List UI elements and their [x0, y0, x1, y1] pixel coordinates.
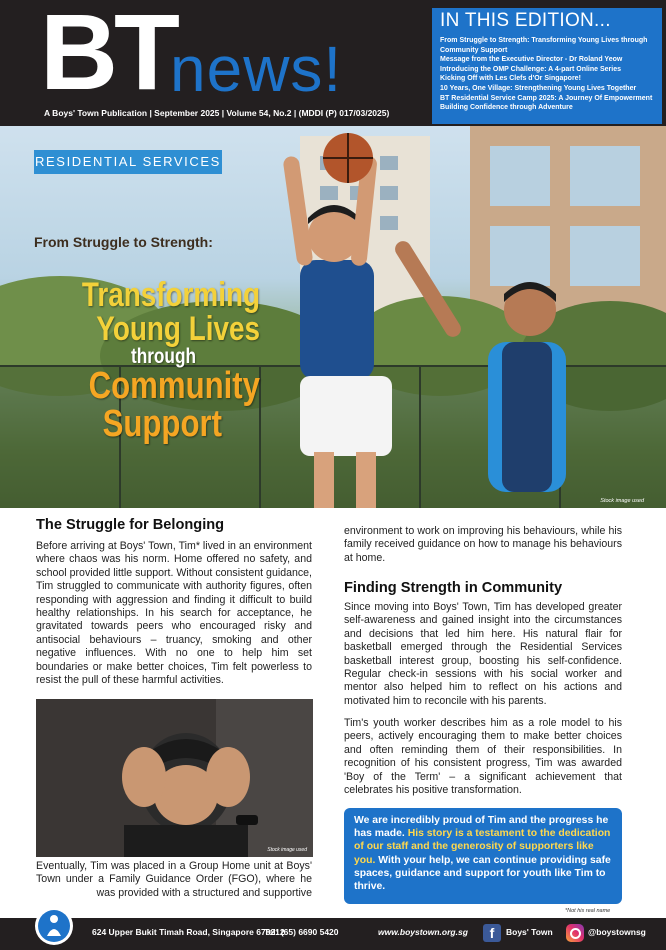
hero-title-line: Community: [88, 365, 260, 407]
footnote: *Not his real name: [565, 908, 611, 914]
footer-website-link[interactable]: www.boystown.org.sg: [378, 927, 468, 937]
in-this-edition-panel: [432, 8, 662, 124]
article-paragraph: [344, 717, 622, 797]
hero-photo: [0, 126, 666, 508]
edition-item[interactable]: BT Residential Service Camp 2025: A Journey Of Empowerment Building Confidence through Adventure: [440, 94, 653, 112]
paragraph-text: environment to work on improving his behaviours, while his family received guidance on how to manage his behaviours at home.: [344, 525, 622, 564]
facebook-icon[interactable]: f: [483, 924, 501, 942]
instagram-icon[interactable]: [566, 924, 584, 942]
boys-town-crest-icon: [34, 904, 74, 948]
hero-subtitle: From Struggle to Strength:: [34, 234, 213, 250]
callout-text: [344, 808, 622, 893]
edition-list: [440, 36, 662, 113]
hero-title-line: Transforming: [81, 276, 260, 314]
paragraph-text: Since moving into Boys' Town, Tim has developed greater self-awareness and gained insight into the circumstances and decisions that led him here. His natural flair for basketball emerged through the Residential Services basketball interest group, boosting his self-confidence. Regular check-in sessions with his social worker and mentor also helped him to reflect on his actions and motivated him to reconcile with his parents.: [344, 601, 622, 707]
edition-item[interactable]: From Struggle to Strength: Transforming Young Lives through Community Support: [440, 37, 648, 54]
masthead: [0, 0, 666, 126]
paragraph-text: Before arriving at Boys' Town, Tim* lived in an environment where chaos was his norm. Home offered no safety, and school provided little support. Without consistent guidance, Tim struggled to communicate with authority figures, often responding with aggression and finding it difficult to build healthy relationships. In his search for acceptance, he gravitated towards peers who encouraged risky and antisocial behaviours – truancy, smoking and other negative influences. With no one to help him set boundaries or make better choices, Tim felt powerless to resist the pull of these harmful activities.: [36, 540, 312, 687]
article-paragraph: [36, 540, 312, 687]
article-paragraph: [344, 601, 622, 708]
hero-title-line: Support: [102, 403, 222, 445]
hero-title-line: through: [130, 345, 196, 368]
hero-title: [40, 278, 260, 443]
callout-text-part: We are incredibly proud of Tim and the progress he has made.: [354, 815, 609, 840]
footer-address: 624 Upper Bukit Timah Road, Singapore 678212: [92, 927, 285, 937]
heading-finding-strength: Finding Strength in Community: [344, 580, 563, 596]
callout-box: [344, 808, 622, 904]
footer-instagram-link[interactable]: @boystownsg: [588, 927, 646, 937]
heading-struggle-for-belonging: The Struggle for Belonging: [36, 517, 225, 533]
edition-item[interactable]: Introducing the OMP Challenge: A 4-part Online Series: [440, 65, 621, 73]
logo-news: news!: [170, 33, 343, 105]
article-paragraph: [36, 860, 312, 900]
paragraph-text: Tim's youth worker describes him as a role model to his peers, actively encouraging them to make better choices and often reminding them of their responsibilities. In recognition of his consistent progress, Tim was awarded 'Boy of the Term' – a significant achievement that celebrates his positive transformation.: [344, 717, 622, 797]
article-paragraph: [344, 525, 622, 565]
paragraph-text: Eventually, Tim was placed in a Group Home unit at Boys' Town under a Family Guidance Order (FGO), where he was provided with a structured and supportive: [36, 860, 312, 899]
footer-facebook-link[interactable]: Boys' Town: [506, 927, 553, 937]
section-tag: RESIDENTIAL SERVICES: [34, 150, 222, 174]
inset-photo-credit: Stock image used: [267, 847, 307, 853]
footer: [0, 918, 666, 950]
callout-highlight: His story is a testament to the dedication of our staff and the generosity of supporters like you.: [354, 828, 611, 866]
edition-item[interactable]: Kicking Off with Les Clefs d'Or Singapore!: [440, 75, 581, 83]
publication-tagline: A Boys' Town Publication | September 2025 | Volume 54, No.2 | (MDDI (P) 017/03/2025): [44, 108, 390, 118]
edition-item[interactable]: 10 Years, One Village: Strengthening Young Lives Together: [440, 84, 637, 92]
hero-title-line: Young Lives: [96, 310, 260, 348]
inset-photo: [36, 699, 313, 857]
callout-text-part: With your help, we can continue providing safe spaces, guidance and support for youth like Tim to thrive.: [354, 854, 611, 893]
stressed-youth-illustration: [36, 699, 313, 857]
logo-bt: BT: [40, 0, 176, 112]
edition-item[interactable]: Message from the Executive Director - Dr Roland Yeow: [440, 56, 623, 64]
footer-phone[interactable]: Tel: (65) 6690 5420: [264, 927, 339, 937]
photo-credit: Stock image used: [600, 498, 644, 504]
edition-title: IN THIS EDITION...: [440, 10, 611, 31]
